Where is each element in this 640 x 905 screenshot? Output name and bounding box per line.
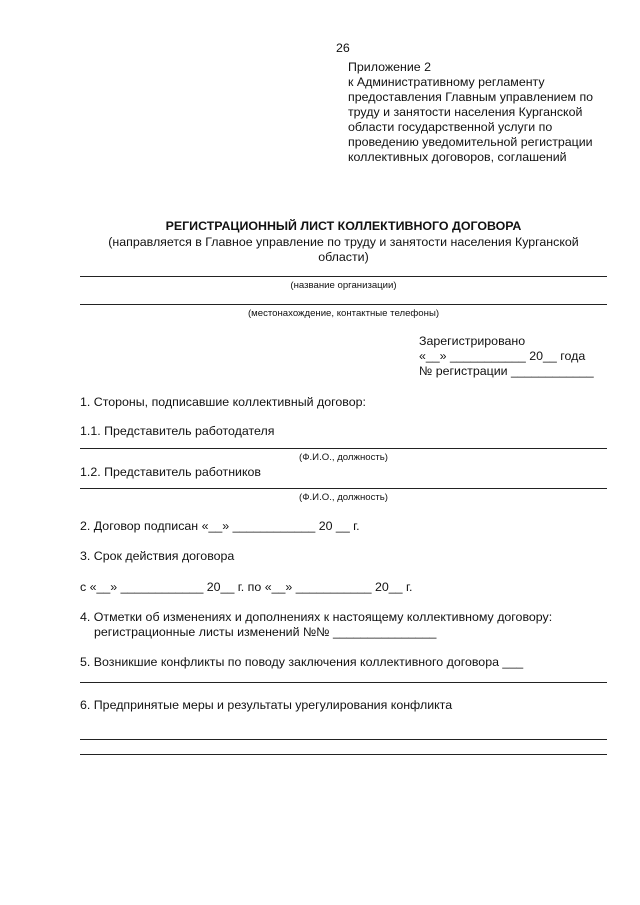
appendix-line: области государственной услуги по [348, 120, 553, 134]
employer-representative-line[interactable] [80, 448, 607, 449]
appendix-line: предоставления Главным управлением по [348, 90, 594, 104]
document-subtitle: области) [318, 250, 369, 264]
measures-line-2[interactable] [80, 754, 607, 755]
section-2-signed: 2. Договор подписан «__» ____________ 20 __ г. [80, 519, 360, 533]
employee-representative-line[interactable] [80, 488, 607, 489]
section-3-term: 3. Срок действия договора [80, 549, 235, 563]
employee-representative-caption: (Ф.И.О., должность) [299, 492, 388, 503]
appendix-line: коллективных договоров, соглашений [348, 150, 567, 164]
section-1-2-label: 1.2. Представитель работников [80, 465, 261, 479]
section-1-heading: 1. Стороны, подписавшие коллективный договор: [80, 395, 366, 409]
section-3-date-range: с «__» ____________ 20__ г. по «__» ___________ 20__ г. [80, 580, 413, 594]
organization-name-line[interactable] [80, 276, 607, 277]
location-caption: (местонахождение, контактные телефоны) [247, 308, 440, 319]
section-4-heading: 4. Отметки об изменениях и дополнениях к настоящему коллективному договору: [80, 610, 553, 624]
document-subtitle: (направляется в Главное управление по труду и занятости населения Курганской [108, 235, 579, 249]
registration-number: № регистрации ____________ [419, 364, 594, 378]
appendix-line: проведению уведомительной регистрации [348, 135, 593, 149]
measures-line-1[interactable] [80, 739, 607, 740]
section-6-measures: 6. Предпринятые меры и результаты урегулирования конфликта [80, 698, 453, 712]
section-1-1-label: 1.1. Представитель работодателя [80, 424, 275, 438]
appendix-block [348, 60, 593, 165]
document-title: РЕГИСТРАЦИОННЫЙ ЛИСТ КОЛЛЕКТИВНОГО ДОГОВОРА [165, 219, 522, 233]
appendix-line: Приложение 2 [348, 60, 432, 74]
appendix-line: труду и занятости населения Курганской [348, 105, 583, 119]
location-line[interactable] [80, 304, 607, 305]
registered-label: Зарегистрировано [419, 334, 526, 348]
page-number: 26 [336, 41, 350, 55]
appendix-line: к Административному регламенту [348, 75, 545, 89]
section-5-conflicts: 5. Возникшие конфликты по поводу заключения коллективного договора ___ [80, 655, 524, 669]
organization-name-caption: (название организации) [290, 280, 397, 291]
employer-representative-caption: (Ф.И.О., должность) [299, 452, 388, 463]
conflicts-line[interactable] [80, 682, 607, 683]
section-4-registration-sheets: регистрационные листы изменений №№ _______________ [94, 625, 437, 639]
registered-date: «__» ___________ 20__ года [419, 349, 586, 363]
